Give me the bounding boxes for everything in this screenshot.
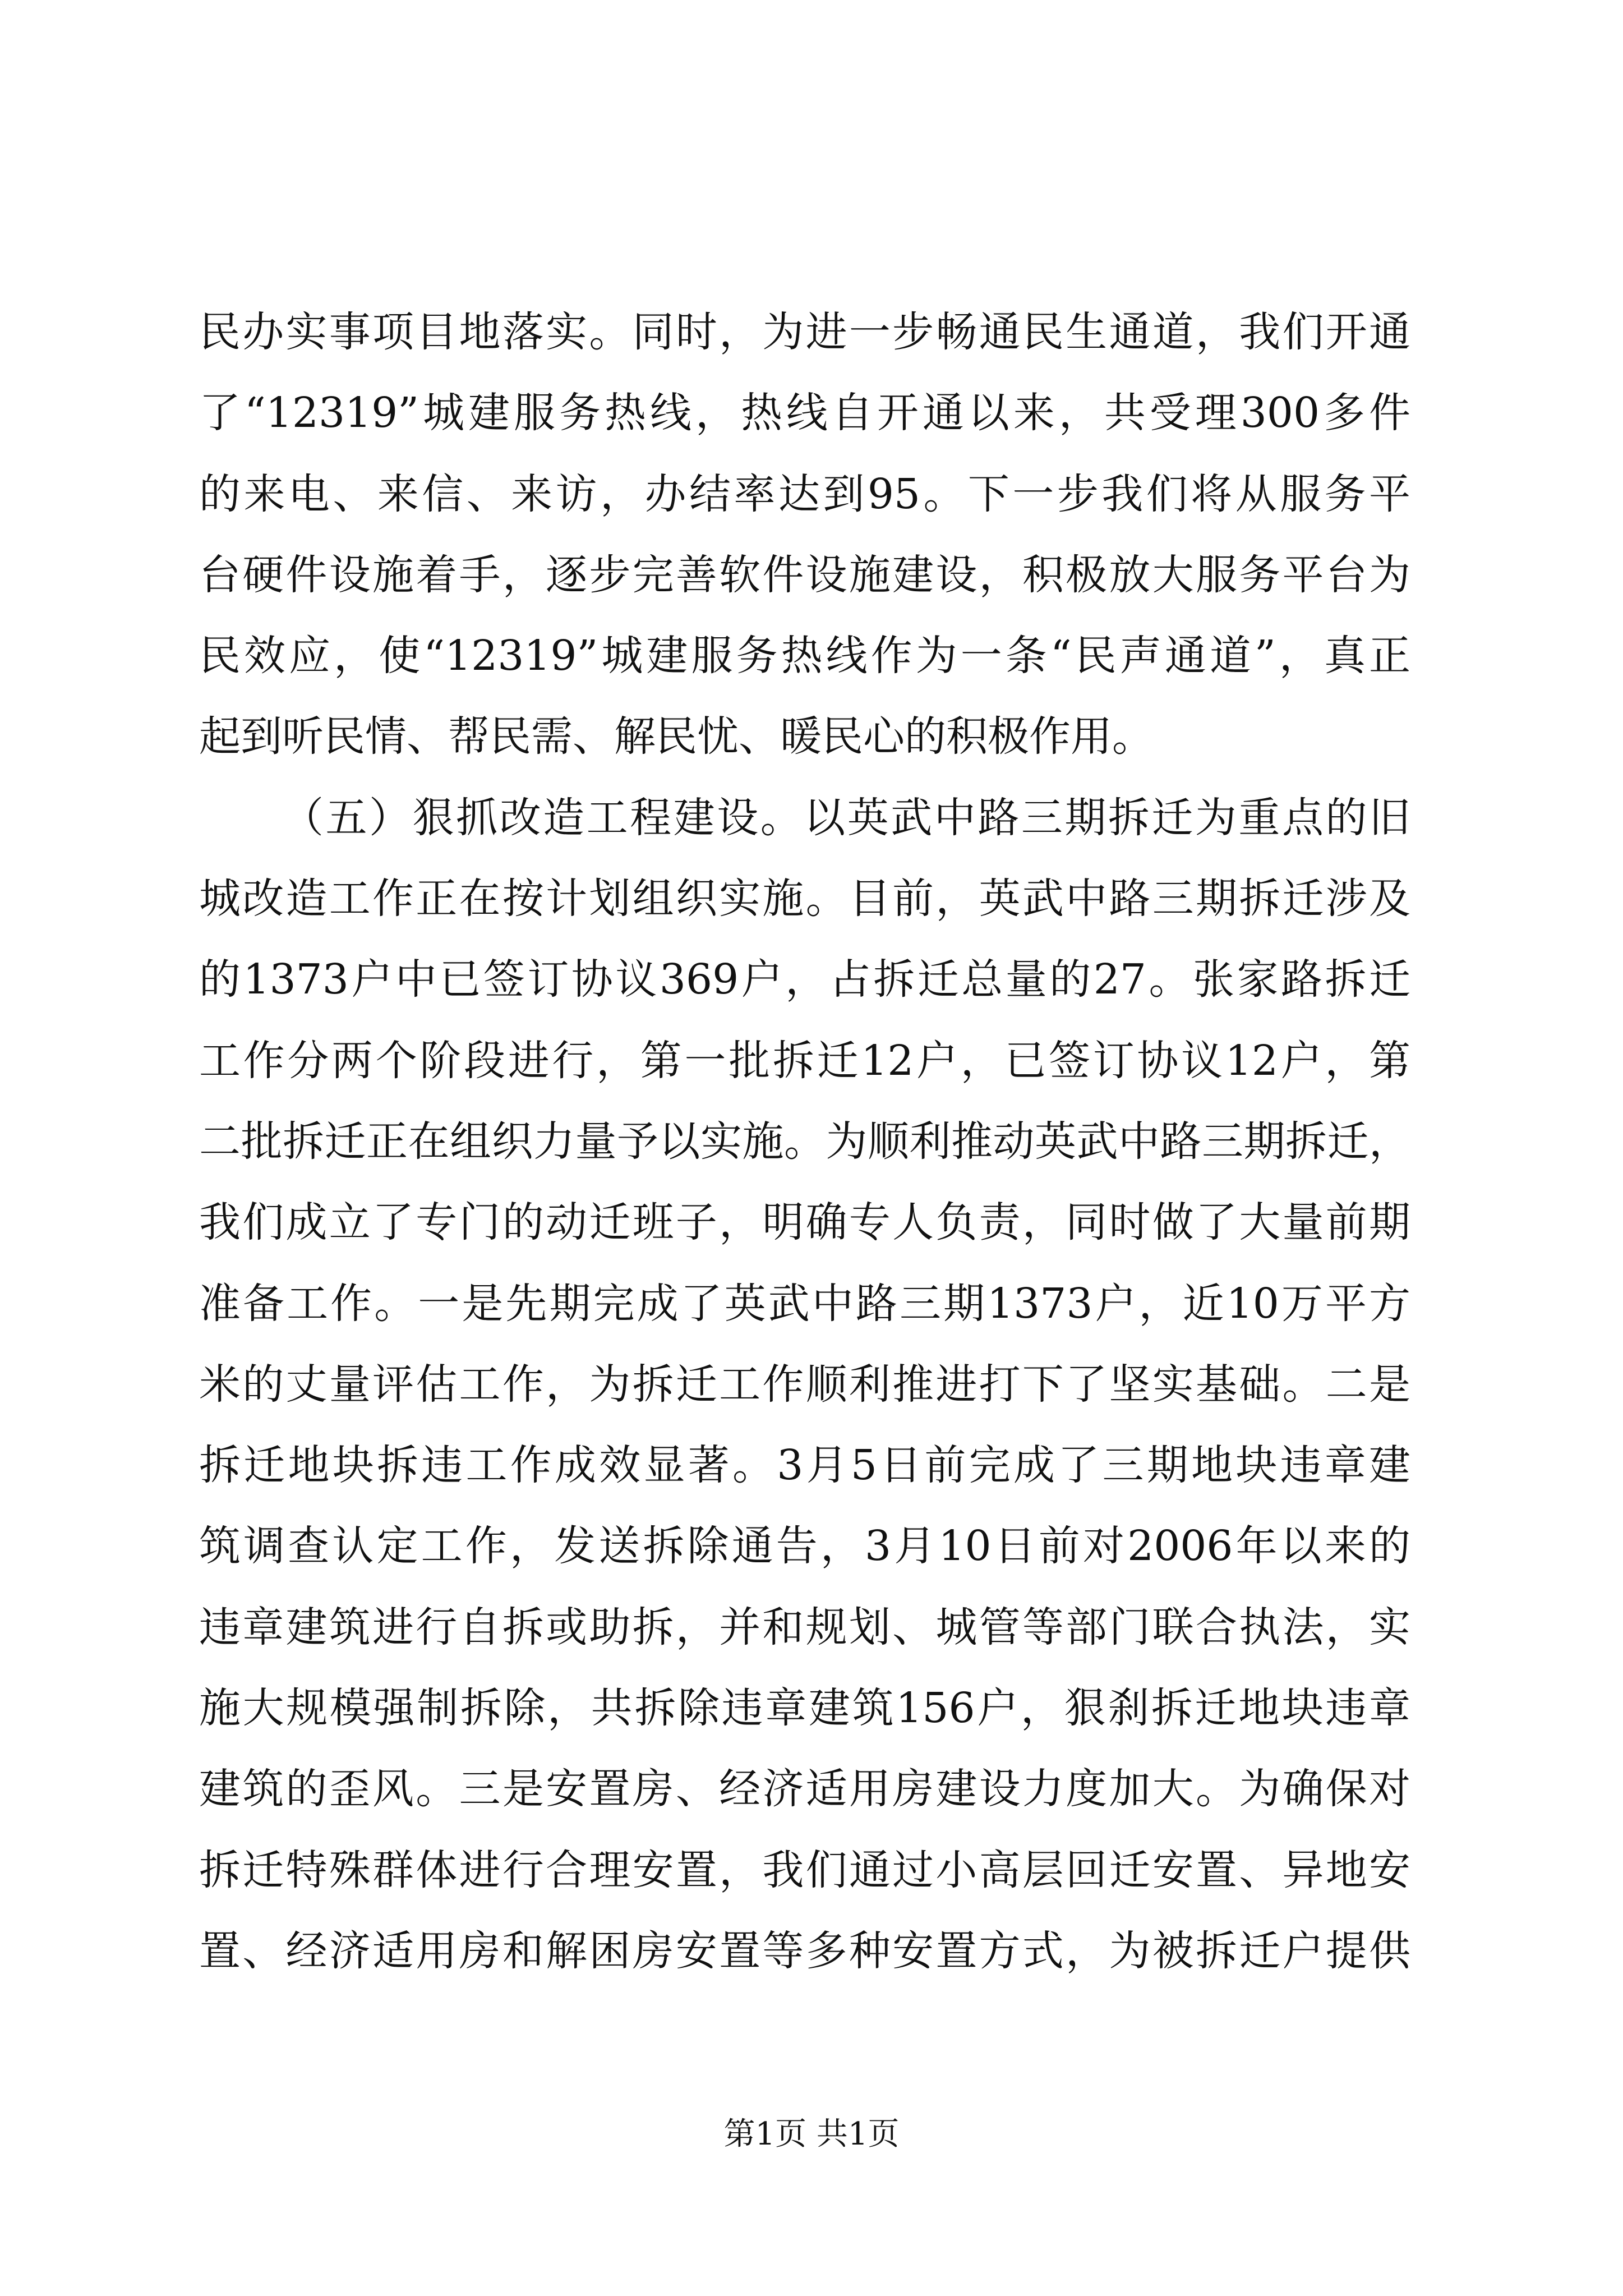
text-line: 拆迁地块拆违工作成效显著。3月5日前完成了三期地块违章建 [199, 1441, 1410, 1490]
text-line: 拆迁特殊群体进行合理安置，我们通过小高层回迁安置、异地安 [199, 1846, 1410, 1894]
text-line: 了“12319”城建服务热线，热线自开通以来，共受理300多件 [199, 389, 1410, 438]
text-line: 的1373户中已签订协议369户，占拆迁总量的27。张家路拆迁 [199, 955, 1410, 1004]
text-line: 建筑的歪风。三是安置房、经济适用房建设力度加大。为确保对 [199, 1765, 1410, 1814]
text-line: 的来电、来信、来访，办结率达到95。下一步我们将从服务平 [199, 470, 1410, 518]
text-line: 米的丈量评估工作，为拆迁工作顺利推进打下了坚实基础。二是 [199, 1360, 1410, 1409]
text-line: 施大规模强制拆除，共拆除违章建筑156户，狠刹拆迁地块违章 [199, 1684, 1410, 1733]
paragraph [199, 292, 1410, 777]
page-footer [0, 2115, 1623, 2154]
text-line: 城改造工作正在按计划组织实施。目前，英武中路三期拆迁涉及 [199, 875, 1410, 923]
page-number: 第1页 共1页 [723, 2116, 900, 2152]
text-line: 准备工作。一是先期完成了英武中路三期1373户，近10万平方 [199, 1279, 1410, 1328]
paragraph [199, 777, 1410, 1991]
body-text [199, 292, 1410, 1991]
text-line: 违章建筑进行自拆或助拆，并和规划、城管等部门联合执法，实 [199, 1603, 1410, 1651]
text-line: 工作分两个阶段进行，第一批拆迁12户，已签订协议12户，第 [199, 1036, 1410, 1085]
text-line: 台硬件设施着手，逐步完善软件设施建设，积极放大服务平台为 [199, 550, 1410, 599]
text-line: （五）狠抓改造工程建设。以英武中路三期拆迁为重点的旧 [282, 793, 1410, 842]
text-line: 民效应，使“12319”城建服务热线作为一条“民声通道”，真正 [199, 632, 1410, 680]
text-line: 置、经济适用房和解困房安置等多种安置方式，为被拆迁户提供 [199, 1926, 1410, 1975]
text-line: 二批拆迁正在组织力量予以实施。为顺利推动英武中路三期拆迁， [199, 1117, 1410, 1166]
text-line: 起到听民情、帮民需、解民忧、暖民心的积极作用。 [199, 712, 1154, 761]
text-line: 我们成立了专门的动迁班子，明确专人负责，同时做了大量前期 [199, 1198, 1410, 1247]
text-line: 筑调查认定工作，发送拆除通告，3月10日前对2006年以来的 [199, 1522, 1410, 1571]
text-line: 民办实事项目地落实。同时，为进一步畅通民生通道，我们开通 [199, 308, 1410, 356]
